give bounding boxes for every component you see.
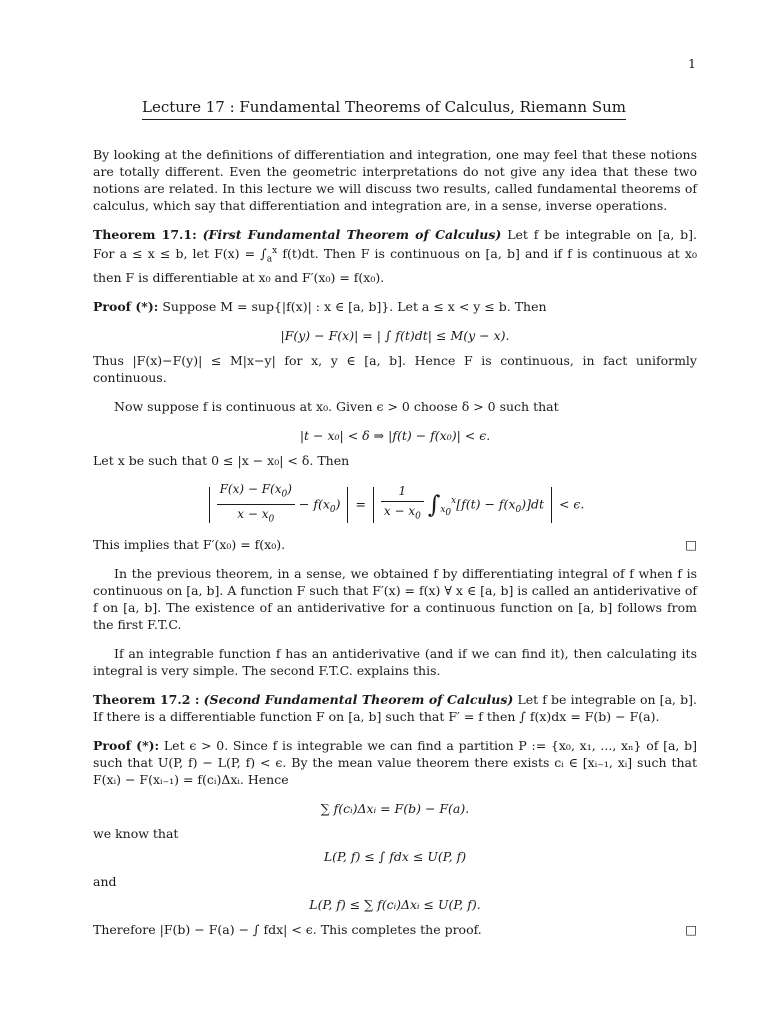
equation-6: L(P, f) ≤ ∑ f(cᵢ)Δxᵢ ≤ U(P, f). — [309, 897, 481, 913]
proof-1 — [93, 298, 697, 315]
theorem-1-name: (First Fundamental Theorem of Calculus) — [202, 227, 502, 242]
proof-1-line2: Thus |F(x)−F(y)| ≤ M|x−y| for x, y ∈ [a, b]. Hence F is continuous, in fact uniformly continuous. — [93, 352, 697, 385]
theorem-1-text-b: f(t)dt. Then F is continuous on [a, b] and if f is continuous at x₀ then F is differentiable at x₀ and F′(x₀) = f(x₀). — [93, 246, 697, 285]
equation-4: ∑ f(cᵢ)Δxᵢ = F(b) − F(a). — [320, 801, 470, 817]
lecture-title: Lecture 17 : Fundamental Theorems of Calculus, Riemann Sum — [142, 98, 626, 120]
proof-1-label: Proof (*): — [93, 298, 159, 314]
theorem-1-text-a: Let f be integrable on [a, b]. For a ≤ x ≤ b, let F(x) = ∫ — [93, 227, 697, 262]
body-text — [93, 146, 697, 950]
proof-2 — [93, 737, 697, 788]
equation-2: |t − x₀| < δ ⇒ |f(t) − f(x₀)| < ϵ. — [299, 427, 491, 443]
theorem-2 — [93, 691, 697, 725]
theorem-2-label: Theorem 17.2 : — [93, 692, 200, 708]
proof-1-line3: Now suppose f is continuous at x₀. Given ϵ > 0 choose δ > 0 such that — [114, 398, 559, 414]
theorem-2-name: (Second Fundamental Theorem of Calculus) — [203, 692, 514, 708]
proof-2-and: and — [93, 874, 117, 890]
paragraph-2: In the previous theorem, in a sense, we obtained f by differentiating integral of f when f is continuous on [a, b]. A function F such that F′(x) = f(x) ∀ x ∈ [a, b] is called an antiderivative of f on [a, b]. The existence of an antiderivative for a continuous function on [a, b] follows from the first F.T.C. — [93, 566, 698, 633]
page-number: 1 — [688, 56, 696, 71]
theorem-1-label: Theorem 17.1: — [93, 227, 197, 242]
equation-5: L(P, f) ≤ ∫ fdx ≤ U(P, f) — [323, 849, 467, 865]
paragraph-3: If an integrable function f has an antiderivative (and if we can find it), then calculating its integral is very simple. The second F.T.C. explains this. — [93, 646, 697, 679]
proof-2-conclusion: Therefore |F(b) − F(a) − ∫ fdx| < ϵ. This completes the proof. □ — [93, 922, 697, 938]
theorem-1: Theorem 17.1: (First Fundamental Theorem of Calculus) Let f be integrable on [a, b]. For a ≤ x ≤ b, let $F(x) = \int_a^x$ f(t)dt. Then F is continuous on [a, b] and if f is continuous at x₀ then F is differentiable at x₀ and F′(x₀) = f(x₀). — [93, 227, 697, 285]
qed-symbol-2: □ — [685, 922, 697, 938]
intro-paragraph: By looking at the definitions of differentiation and integration, one may feel that these notions are totally different. Even the geometric interpretations do not give any idea that these two notions are related. In this lecture we will discuss two results, called fundamental theorems of calculus, which say that differentiation and integration are, in a sense, inverse operations. — [93, 147, 697, 213]
equation-3: $\frac{F(x) - F(x_0)}{x - x_0}$ − $f(x_0)$ = $\frac{1}{x - x_0}$ $\int_{x_0}^x[f(t) - f(x_0)]dt < \epsilon$. — [93, 481, 697, 529]
proof-2-know: we know that — [93, 826, 179, 842]
qed-symbol: □ — [685, 537, 697, 553]
proof-1-text: Suppose M = sup{|f(x)| : x ∈ [a, b]}. Let a ≤ x < y ≤ b. Then — [162, 298, 547, 314]
theorem-2-text: Let f be integrable on [a, b]. If there is a differentiable function F on [a, b] such that F′ = f then ∫ f(x)dx = F(b) − F(a). — [93, 692, 697, 725]
proof-1-line4: Let x be such that 0 ≤ |x − x₀| < δ. Then — [93, 452, 350, 468]
equation-1: |F(y) − F(x)| = | ∫ f(t)dt| ≤ M(y − x). — [280, 327, 510, 343]
proof-2-text: Let ϵ > 0. Since f is integrable we can find a partition P := {x₀, x₁, ..., xₙ} of [a, b] such that U(P, f) − L(P, f) < ϵ. By the mean value theorem there exists cᵢ ∈ [xᵢ₋₁, xᵢ] such that F(xᵢ) − F(xᵢ₋₁) = f(cᵢ)Δxᵢ. Hence — [93, 738, 697, 788]
proof-2-label: Proof (*): — [93, 738, 160, 754]
proof-1-conclusion: This implies that F′(x₀) = f(x₀). □ — [93, 537, 697, 553]
